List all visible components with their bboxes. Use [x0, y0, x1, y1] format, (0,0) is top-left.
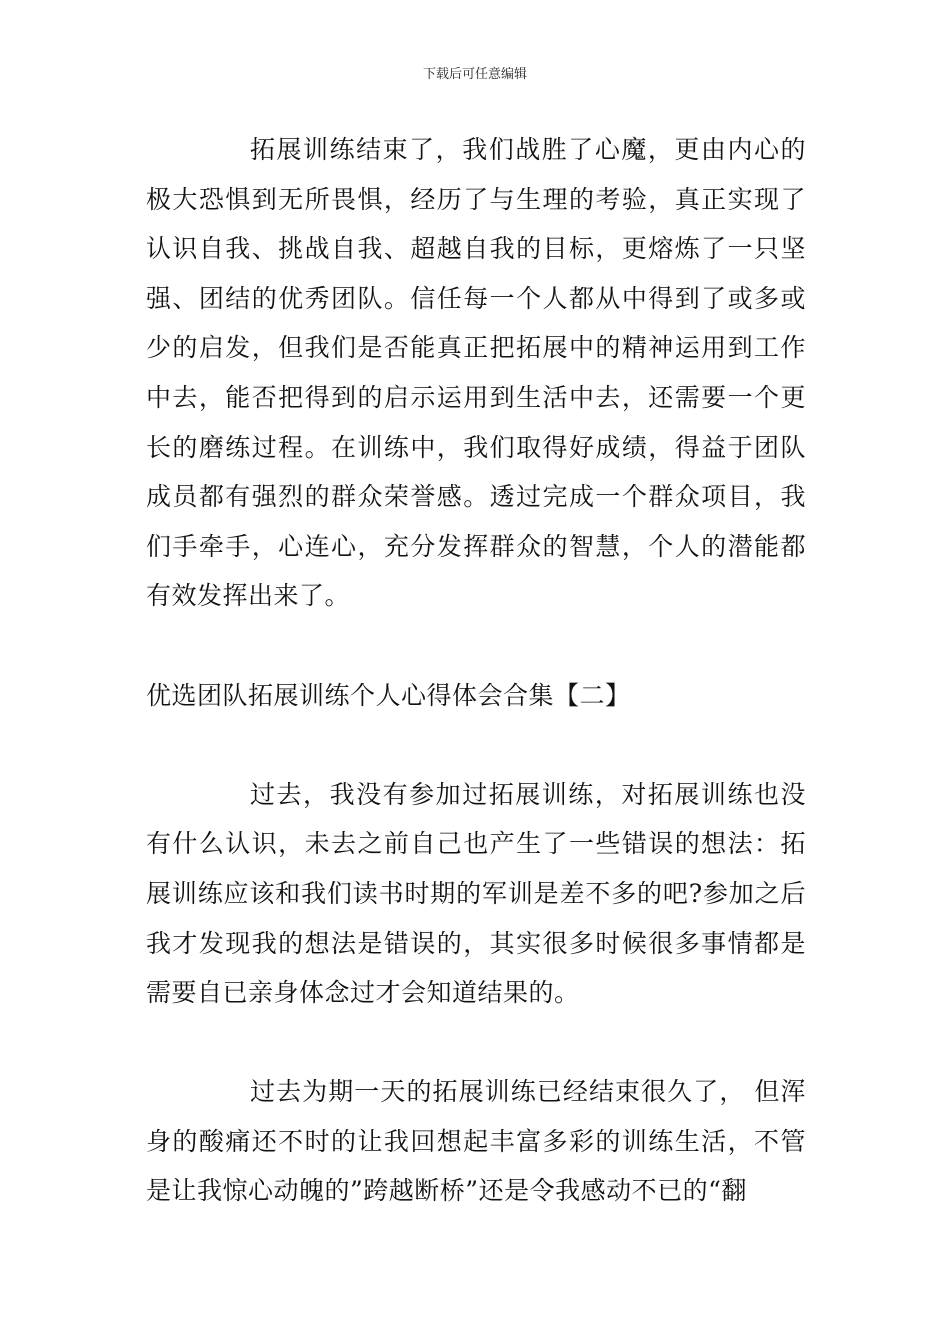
- page-header-note: 下载后可任意编辑: [422, 67, 527, 82]
- paragraph-spacer: [146, 720, 806, 770]
- paragraph-3: 过去为期一天的拓展训练已经结束很久了， 但浑身的酸痛还不时的让我回想起丰富多彩的训练生活，不管是让我惊心动魄的”跨越断桥”还是令我感动不已的“翻: [146, 1077, 806, 1206]
- paragraph-1: 拓展训练结束了，我们战胜了心魔，更由内心的极大恐惧到无所畏惧，经历了与生理的考验，真正实现了认识自我、挑战自我、超越自我的目标，更熔炼了一只坚强、团结的优秀团队。信任每一个人都从中得到了或多或少的启发，但我们是否能真正把拓展中的精神运用到工作中去，能否把得到的启示运用到生活中去，还需要一个更长的磨练过程。在训练中，我们取得好成绩，得益于团队成员都有强烈的群众荣誉感。透过完成一个群众项目，我们手牵手，心连心，充分发挥群众的智慧，个人的潜能都有效发挥出来了。: [146, 135, 806, 611]
- document-body: [146, 125, 806, 1216]
- paragraph-2: 过去，我没有参加过拓展训练，对拓展训练也没有什么认识，未去之前自己也产生了一些错误的想法：拓展训练应该和我们读书时期的军训是差不多的吧?参加之后我才发现我的想法是错误的，其实很多时候很多事情都是需要自已亲身体念过才会知道结果的。: [146, 779, 806, 1008]
- section-heading: 优选团队拓展训练个人心得体会合集【二】: [146, 680, 631, 710]
- paragraph-spacer: [146, 621, 806, 671]
- paragraph-spacer: [146, 1018, 806, 1068]
